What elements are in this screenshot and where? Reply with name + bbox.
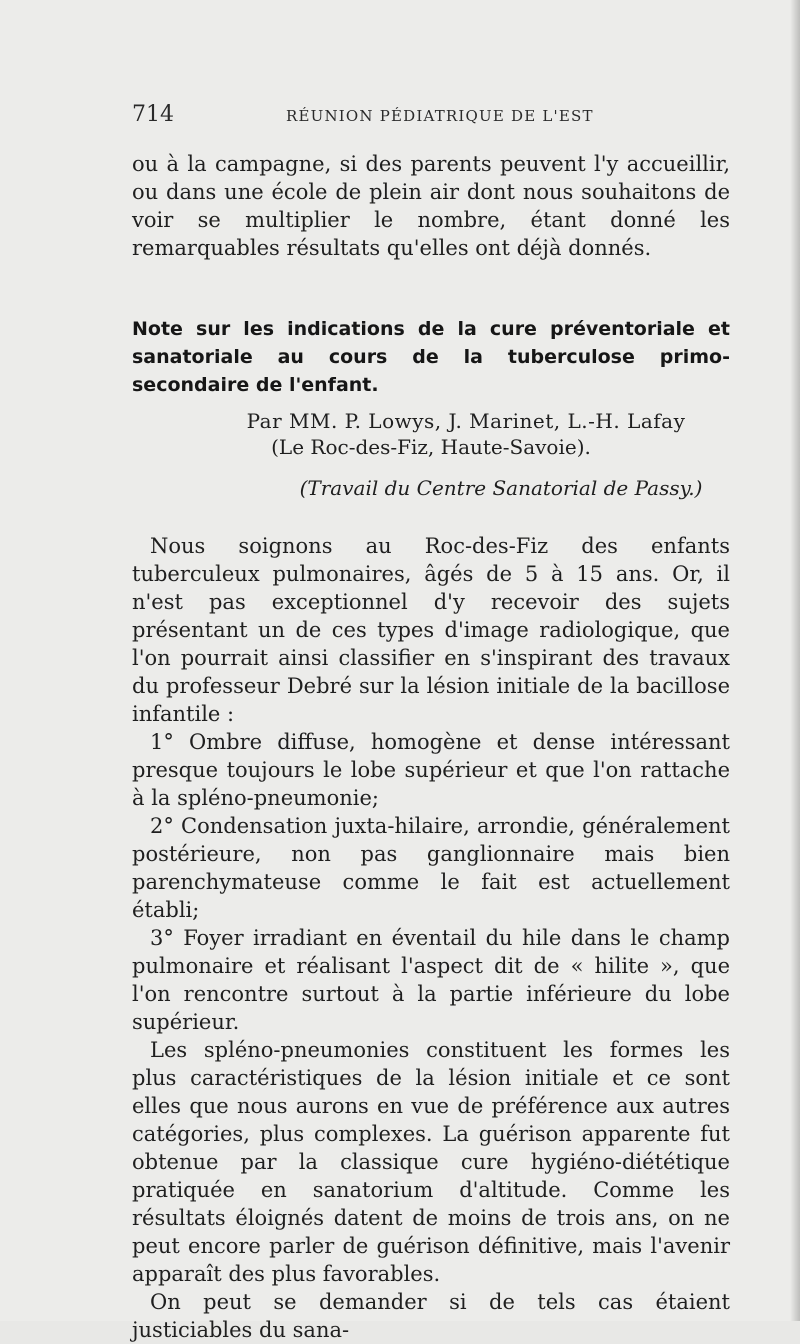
page-number: 714 [132,102,174,127]
intro-paragraph: ou à la campagne, si des parents peuvent l'y accueillir, ou dans une école de plein air dont nous souhaitons de voir se multiplier le nombre, étant donné les remarquables résultats qu'elles ont déjà donnés. [132,152,730,260]
article-title: Note sur les indications de la cure préventoriale et sanatoriale au cours de la tuberculose primo-secondaire de l'enfant. [132,318,730,396]
body-paragraph: Nous soignons au Roc-des-Fiz des enfants tuberculeux pulmonaires, âgés de 5 à 15 ans. Or, il n'est pas exceptionnel d'y recevoir des sujets présentant un de ces types d'image radiologique, que l'on pourrait ainsi classifier en s'inspirant des travaux du professeur Debré sur la lésion initiale de la bacillose infantile : [132,534,730,726]
body-paragraph: On peut se demander si de tels cas étaient justiciables du sana- [132,1290,730,1342]
list-item: 2° Condensation juxta-hilaire, arrondie, généralement postérieure, non pas ganglionnaire mais bien parenchymateuse comme le fait est actuellement établi; [132,814,730,922]
list-item: 3° Foyer irradiant en éventail du hile dans le champ pulmonaire et réalisant l'aspect dit de « hilite », que l'on rencontre surtout à la partie inférieure du lobe supérieur. [132,926,730,1034]
affiliation-line: (Travail du Centre Sanatorial de Passy.) [299,476,703,500]
intro-paragraph-block [132,150,730,262]
authors-line: Par MM. P. Lowys, J. Marinet, L.-H. Lafay [246,409,686,433]
article-body [132,532,730,1344]
list-item: 1° Ombre diffuse, homogène et dense intéressant presque toujours le lobe supérieur et que l'on rattache à la spléno-pneumonie; [132,730,730,810]
authors-block [132,408,730,460]
body-paragraph: Les spléno-pneumonies constituent les formes les plus caractéristiques de la lésion initiale et ce sont elles que nous aurons en vue de préférence aux autres catégories, plus complexes. La guérison apparente fut obtenue par la classique cure hygiéno-diététique pratiquée en sanatorium d'altitude. Comme les résultats éloignés datent de moins de trois ans, on ne peut encore parler de guérison définitive, mais l'avenir apparaît des plus favorables. [132,1038,730,1286]
location-line: (Le Roc-des-Fiz, Haute-Savoie). [271,435,591,459]
running-title: RÉUNION PÉDIATRIQUE DE L'EST [286,107,594,125]
page-edge-shadow [790,0,800,1321]
page-header [132,102,730,132]
